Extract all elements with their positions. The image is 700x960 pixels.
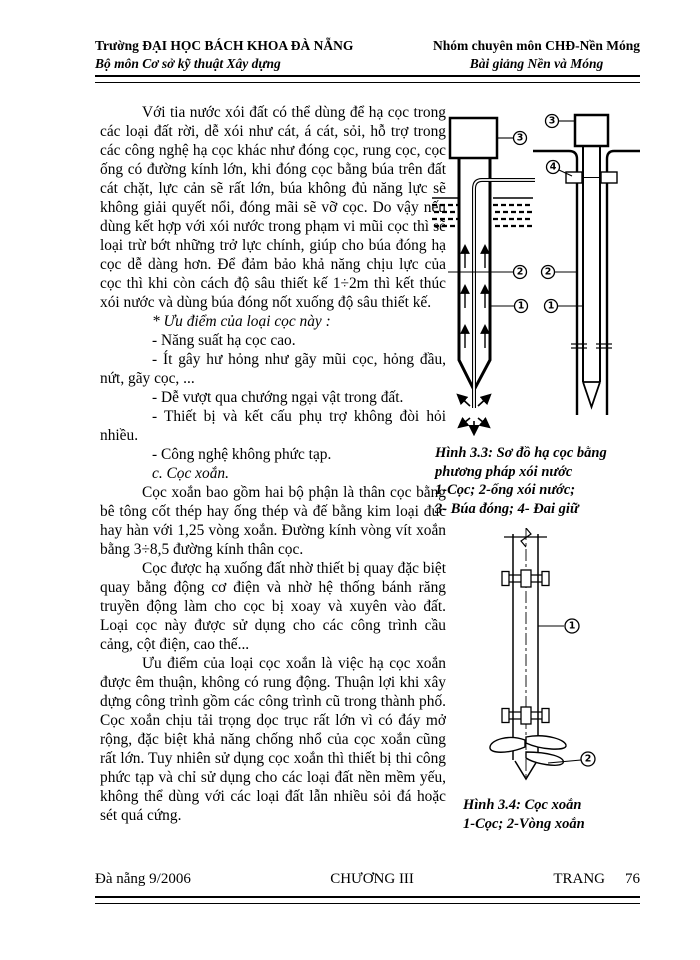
holding-band <box>566 172 617 183</box>
advantage-item: - Năng suất hạ cọc cao. <box>152 332 296 349</box>
footer-rule <box>95 896 640 904</box>
svg-text:2: 2 <box>544 266 552 278</box>
advantage-item: - Ít gây hư hỏng như gãy mũi cọc, hỏng đầu, nứt, gãy cọc, ... <box>100 351 446 387</box>
svg-text:1: 1 <box>517 300 525 312</box>
svg-text:4: 4 <box>549 161 557 173</box>
header-left <box>95 37 353 72</box>
lecture-title: Bài giảng Nền và Móng <box>469 56 604 71</box>
callout-pile <box>490 300 528 313</box>
caption-line: 3- Búa đóng; 4- Đai giữ <box>435 500 579 517</box>
figure-3-3-caption <box>435 444 640 518</box>
paragraph-screw-pile-advantages: Ưu điểm của loại cọc xoắn là việc hạ cọc xoắn được êm thuận, không có rung động. Thuận lợi khi xây dựng công trình gồm các công trình cũ trong thành phố. Cọc xoắn chịu tải trọng dọc trục rất lớn vì có đáy mở rộng, đặc biệt khả năng chống nhổ của cọc xoắn cũng rất lớn. Tuy nhiên sử dụng cọc xoắn thì thiết bị thi công phức tạp và chỉ sử dụng cho các loại đất nền mềm yếu, không thể dùng với các loại đất lẫn nhiều sỏi đá hoặc sét quá cứng. <box>100 655 446 824</box>
external-pipe <box>533 151 577 415</box>
university-name: Trường ĐẠI HỌC BÁCH KHOA ĐÀ NẴNG <box>95 38 354 53</box>
svg-text:2: 2 <box>584 753 592 765</box>
pile-tip <box>583 382 600 407</box>
page-footer <box>95 871 640 888</box>
group-name: Nhóm chuyên môn CHĐ-Nền Móng <box>432 38 640 53</box>
svg-text:1: 1 <box>568 620 576 632</box>
callout-hammer <box>546 115 576 128</box>
external-pipe <box>607 151 640 415</box>
advantage-item: - Công nghệ không phức tạp. <box>152 446 332 463</box>
figure-3-4-caption <box>463 796 638 833</box>
department-name: Bộ môn Cơ sở kỹ thuật Xây dựng <box>95 56 281 71</box>
caption-line: 1-Cọc; 2-ống xói nước; <box>435 482 576 498</box>
footer-date: Đà nẵng 9/2006 <box>95 871 191 887</box>
header-rule <box>95 75 640 83</box>
page-header <box>95 37 640 72</box>
caption-line: 1-Cọc; 2-Vòng xoắn <box>463 815 585 832</box>
caption-line: Hình 3.4: Cọc xoắn <box>463 797 582 813</box>
advantages-heading: * Ưu điểm của loại cọc này : <box>152 313 331 330</box>
pile-wall <box>474 158 490 390</box>
paragraph-water-jet: Với tia nước xói đất có thể dùng để hạ cọc trong các loại đất rời, dễ xói như cát, á cát, sỏi, hỗ trợ trong các công nghệ hạ cọc khác như đóng cọc, rung cọc, cọc ống có đường kính lớn, khi đóng cọc bằng búa trên đất cát chặt, lực cản sẽ rất lớn, búa không đủ năng lực sẽ không giải quyết nổi, đóng mãi sẽ vỡ cọc. Do vậy nếu dùng kết hợp với xói nước trong phạm vi mũi cọc thì sẽ loại trừ bớt những trở lực chính, giúp cho búa đóng hạ cọc dễ dàng hơn. Để đảm bảo khả năng chịu lực của cọc thì khi còn cách độ sâu thiết kế 1÷2m thì kết thúc xói nước và dùng búa đóng nốt xuống độ sâu thiết kế. <box>100 104 446 311</box>
right-pile-assembly <box>533 115 640 416</box>
screw-pile-drawing <box>440 528 660 792</box>
figure-3-4-diagram <box>440 528 660 792</box>
advantage-item: - Thiết bị và kết cấu phụ trợ không đòi hỏi nhiều. <box>100 408 446 444</box>
callout-pipe <box>542 266 578 279</box>
upper-clamp-band <box>502 570 549 587</box>
water-jet-pile-drawing <box>432 110 640 440</box>
caption-line: Hình 3.3: Sơ đồ hạ cọc bằng <box>435 445 607 461</box>
screw-blades <box>490 736 566 765</box>
callout-hammer <box>497 132 527 145</box>
callout-pile <box>538 619 579 633</box>
svg-text:3: 3 <box>516 132 524 144</box>
caption-line: phương pháp xói nước <box>435 463 573 480</box>
hammer-icon <box>575 115 608 146</box>
svg-text:3: 3 <box>548 115 556 127</box>
svg-text:1: 1 <box>547 300 555 312</box>
svg-text:2: 2 <box>516 266 524 278</box>
footer-page-number: 76 <box>625 871 640 887</box>
break-symbol <box>504 528 547 547</box>
footer-page-label: TRANG <box>553 871 605 887</box>
header-right <box>433 37 640 72</box>
lower-clamp-band <box>502 707 549 724</box>
main-text-column <box>100 103 446 869</box>
ground-hatch <box>432 198 533 226</box>
footer-page <box>553 871 640 888</box>
footer-chapter: CHƯƠNG III <box>330 871 414 887</box>
paragraph-screw-pile-install: Cọc được hạ xuống đất nhờ thiết bị quay đặc biệt quay bằng động cơ điện và nhờ hệ thống bánh răng truyền động làm cho cọc bị xoay và xuyên vào đất. Loại cọc này được sử dụng cho các công trình cầu cảng, cột điện, cao thế... <box>100 560 446 653</box>
section-c-heading: c. Cọc xoắn. <box>152 465 229 482</box>
pile-wall <box>459 158 474 390</box>
left-pile-assembly <box>432 118 535 434</box>
figure-3-3-diagram <box>432 110 640 440</box>
advantage-item: - Dễ vượt qua chướng ngại vật trong đất. <box>152 389 404 406</box>
paragraph-screw-pile-structure: Cọc xoắn bao gồm hai bộ phận là thân cọc bằng bê tông cốt thép hay ống thép và đế bằng kim loại đúc hay hàn với 1,25 vòng xoắn. Đường kính vòng vít xoắn bằng 3÷8,5 đường kính thân cọc. <box>100 484 446 558</box>
callout-clamp <box>547 161 573 177</box>
hammer-icon <box>450 118 497 158</box>
